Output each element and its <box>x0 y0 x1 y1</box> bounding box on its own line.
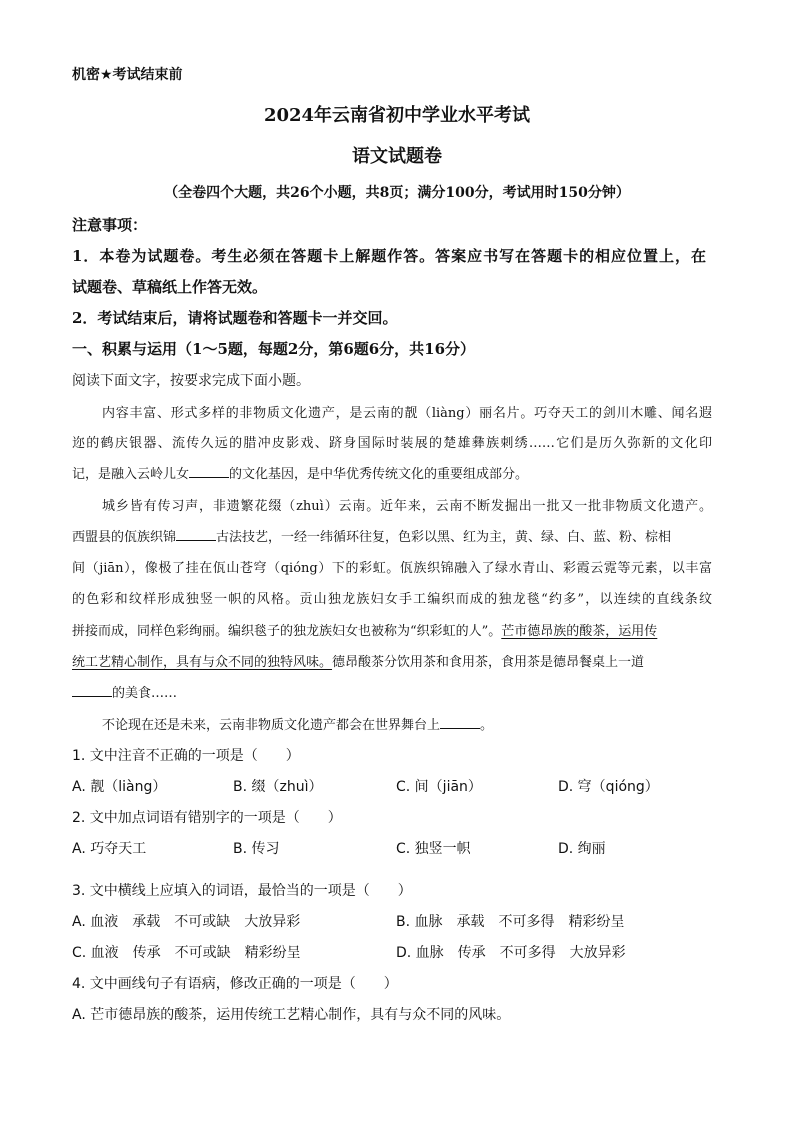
question-1-option-a: A. 靓（liàng） <box>72 779 167 795</box>
passage-text: 的美食…… <box>112 686 178 701</box>
passage-text: 德昂酸茶分饮用茶和食用茶，食用茶是德昂餐桌上一道 <box>332 655 645 670</box>
question-1-option-d: D. 穹（qióng） <box>558 779 659 795</box>
notes-item-1-line-2: 试题卷、草稿纸上作答无效。 <box>72 278 268 296</box>
question-3-stem: 3. 文中横线上应填入的词语，最恰当的一项是（ ） <box>72 883 412 899</box>
notes-item-1-line-1: 1．本卷为试题卷。考生必须在答题卡上解题作答。答案应书写在答题卡的相应位置上，在 <box>72 247 706 265</box>
passage-text: 西盟县的佤族织锦 <box>72 530 177 545</box>
question-2-option-b: B. 传习 <box>233 841 280 857</box>
question-3-option-c: C. 血液 传承 不可或缺 精彩纷呈 <box>72 945 301 961</box>
question-3-option-a: A. 血液 承载 不可或缺 大放异彩 <box>72 914 301 930</box>
question-2-option-a: A. 巧夺天工 <box>72 841 147 857</box>
fill-blank-1 <box>189 465 229 478</box>
question-1-stem: 1. 文中注音不正确的一项是（ ） <box>72 748 300 764</box>
question-2-option-d: D. 绚丽 <box>558 841 606 857</box>
underlined-sentence: 芒市德昂族的酸茶，运用传 <box>501 624 658 639</box>
confidential-label: 机密★考试结束前 <box>72 67 183 83</box>
passage-text: 记，是融入云岭儿女 <box>72 467 190 482</box>
passage-p3 <box>102 714 493 733</box>
passage-text: 。 <box>480 718 494 733</box>
section-heading: 一、积累与运用（1～5题，每题2分，第6题6分，共16分） <box>72 340 476 358</box>
exam-subtitle: 语文试题卷 <box>352 146 442 167</box>
passage-p2-line-6 <box>72 651 644 670</box>
question-3-option-b: B. 血脉 承载 不可多得 精彩纷呈 <box>396 914 625 930</box>
fill-blank-2 <box>176 528 216 541</box>
question-1-option-b: B. 缀（zhuì） <box>233 779 323 795</box>
passage-text: 古法技艺，一经一纬循环往复，色彩以黑、红为主，黄、绿、白、蓝、粉、棕相 <box>216 530 672 545</box>
notes-item-2: 2．考试结束后，请将试题卷和答题卡一并交回。 <box>72 309 398 327</box>
passage-p2-line-7 <box>72 682 177 701</box>
passage-p1-line-3 <box>72 463 528 482</box>
question-4-option-a: A. 芒市德昂族的酸茶，运用传统工艺精心制作，具有与众不同的风味。 <box>72 1007 511 1023</box>
underlined-sentence: 统工艺精心制作，具有与众不同的独特风味。 <box>72 655 333 670</box>
exam-title: 2024年云南省初中学业水平考试 <box>263 105 531 126</box>
passage-p2-line-3: 间（jiān），像极了挂在佤山苍穹（qióng）下的彩虹。佤族织锦融入了绿水青山、彩霞云霓等元素，以丰富 <box>72 561 712 576</box>
question-2-option-c: C. 独竖一帜 <box>396 841 471 857</box>
question-3-option-d: D. 血脉 传承 不可多得 大放异彩 <box>396 945 626 961</box>
fill-blank-4 <box>440 716 480 729</box>
passage-p2-line-2 <box>72 526 671 545</box>
question-2-stem: 2. 文中加点词语有错别字的一项是（ ） <box>72 810 342 826</box>
passage-p2-line-5 <box>72 620 657 639</box>
passage-p1-line-1: 内容丰富、形式多样的非物质文化遗产，是云南的靓（liàng）丽名片。巧夺天工的剑川木雕、闻名遐 <box>102 406 712 421</box>
exam-info: （全卷四个大题，共26个小题，共8页；满分100分，考试用时150分钟） <box>164 185 630 201</box>
passage-p2-line-4: 的色彩和纹样形成独竖一帜的风格。贡山独龙族妇女手工编织而成的独龙毯“约多”，以连续的直线条纹 <box>72 592 712 607</box>
passage-text: 拼接而成，同样色彩绚丽。编织毯子的独龙族妇女也被称为“织彩虹的人”。 <box>72 624 502 639</box>
passage-p1-line-2: 迩的鹤庆银器、流传久远的腊冲皮影戏、跻身国际时装展的楚雄彝族刺绣……它们是历久弥新的文化印 <box>72 436 712 451</box>
question-1-option-c: C. 间（jiān） <box>396 779 482 795</box>
passage-p2-line-1: 城乡皆有传习声，非遗繁花缀（zhuì）云南。近年来，云南不断发掘出一批又一批非物质文化遗产。 <box>102 499 712 514</box>
fill-blank-3 <box>72 684 112 697</box>
reading-instruction: 阅读下面文字，按要求完成下面小题。 <box>72 373 310 389</box>
passage-text: 不论现在还是未来，云南非物质文化遗产都会在世界舞台上 <box>102 718 441 733</box>
notes-heading: 注意事项： <box>72 216 148 234</box>
question-4-stem: 4. 文中画线句子有语病，修改正确的一项是（ ） <box>72 976 398 992</box>
passage-text: 的文化基因，是中华优秀传统文化的重要组成部分。 <box>229 467 529 482</box>
